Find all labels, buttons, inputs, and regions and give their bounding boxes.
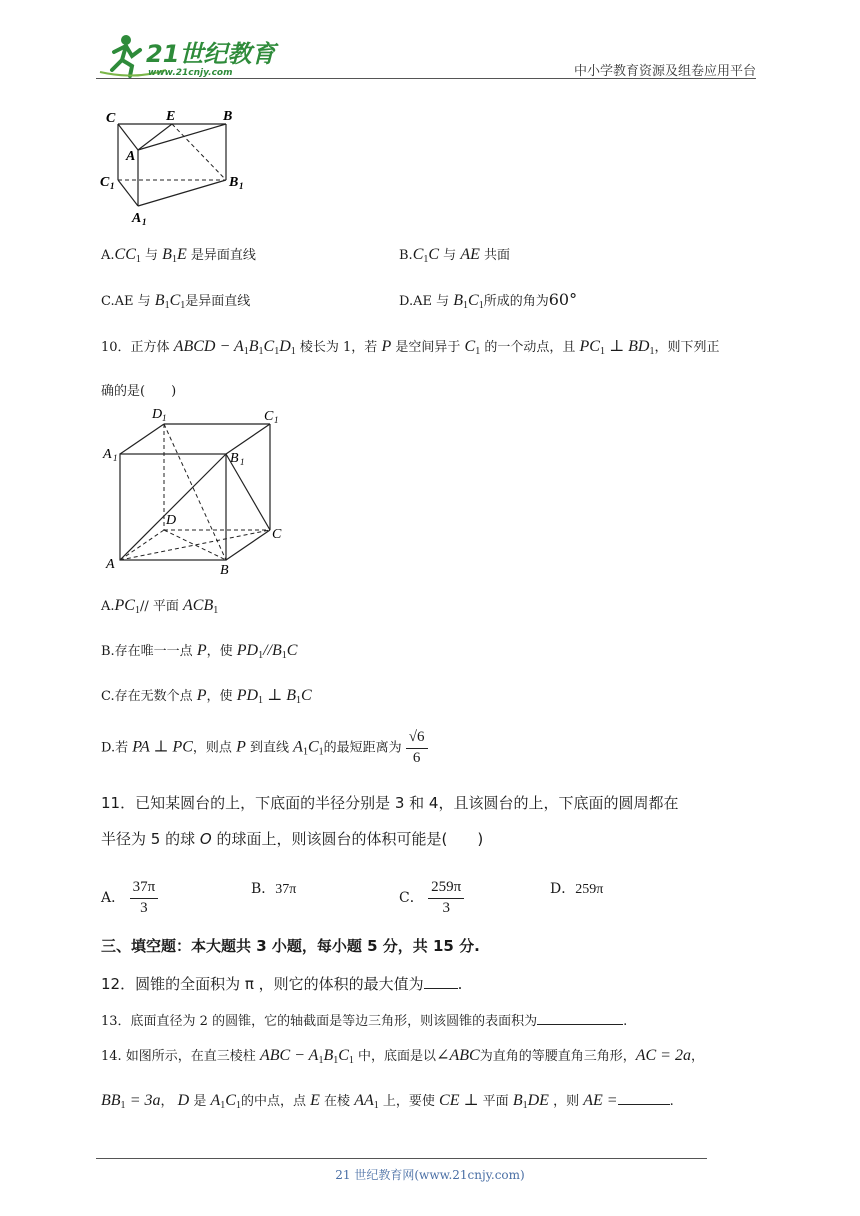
q11-line1: 11．已知某圆台的上，下底面的半径分别是 3 和 4，且该圆台的上，下底面的圆周都在 <box>101 794 679 812</box>
q14-line2: $BB_1 = 3a$， D 是 $A_1C_1$的中点，点 E 在棱 $AA_1$ 上，要使 CE ⊥ 平面 $B_1DE$ ，则 AE = . <box>101 1092 674 1111</box>
label-C: C <box>106 111 116 126</box>
label-A: A <box>126 149 136 164</box>
label-C1-sub: 1 <box>274 415 279 425</box>
label-C1-sub: 1 <box>110 181 115 191</box>
cube-figure <box>100 404 290 576</box>
q10-option-d: D.若 PA ⊥ PC，则点 P 到直线 $A_1C_1$的最短距离为 $\frac{√6}{6}$ <box>101 728 428 768</box>
q11-option-d: D．259π <box>550 881 604 897</box>
site-logo <box>96 30 296 80</box>
header-platform-text: 中小学教育资源及组卷应用平台 <box>573 64 756 79</box>
logo-text: 21世纪教育 <box>146 40 276 68</box>
label-B1: B <box>229 175 239 190</box>
prism-figure <box>98 104 258 228</box>
q9-option-c: C.AE 与 $B_1C_1$是异面直线 <box>101 292 251 311</box>
q13: 13．底面直径为 2 的圆锥，它的轴截面是等边三角形，则该圆锥的表面积为 . <box>101 1010 627 1029</box>
footer-divider <box>96 1158 707 1159</box>
q13-answer-blank[interactable] <box>537 1010 623 1025</box>
q12: 12．圆锥的全面积为 π ，则它的体积的最大值为 . <box>101 975 463 993</box>
q14-answer-blank[interactable] <box>618 1090 670 1105</box>
q9-option-d: D.AE 与 $B_1C_1$所成的角为60° <box>399 290 578 311</box>
label-B: B <box>223 109 233 124</box>
label-B: B <box>220 563 229 576</box>
section-3-heading: 三、填空题：本大题共 3 小题，每小题 5 分，共 15 分. <box>101 937 480 955</box>
label-A1: A <box>103 447 112 462</box>
label-A1-sub: 1 <box>113 453 118 463</box>
label-A1-sub: 1 <box>142 217 147 227</box>
q11-option-c: C． $\frac{259\pi}{3}$ <box>399 878 464 918</box>
q11-option-a: A． $\frac{37\pi}{3}$ <box>101 878 158 918</box>
label-A: A <box>106 557 115 572</box>
label-C: C <box>272 527 282 542</box>
label-C1: C <box>264 409 274 424</box>
label-D1-sub: 1 <box>162 413 167 423</box>
q11-option-b: B．37π <box>251 881 297 897</box>
q11-line2: 半径为 5 的球 O 的球面上，则该圆台的体积可能是( ) <box>101 830 484 848</box>
q9-option-a: $A.CC_1$ 与 $B_1E$ 是异面直线 <box>101 246 256 265</box>
header-divider <box>96 78 756 79</box>
q10-option-c: C.存在无数个点 P，使 $PD_1$ ⊥ $B_1C$ <box>101 687 312 706</box>
logo-url: www.21cnjy.com <box>148 68 233 78</box>
q10-option-b: B.存在唯一一点 P，使 $PD_1//B_1C$ <box>101 642 298 661</box>
footer-text: 21 世纪教育网(www.21cnjy.com) <box>335 1168 525 1182</box>
label-A1: A <box>132 211 142 226</box>
runner-logo-icon <box>96 30 296 80</box>
q14-line1: 14. 如图所示，在直三棱柱 ABC − $A_1B_1C_1$ 中，底面是以∠ABC为直角的等腰直角三角形，AC = 2a， <box>101 1047 704 1066</box>
fraction-sqrt6-over-6: $\frac{√6}{6}$ <box>406 728 428 768</box>
label-D: D <box>166 513 177 528</box>
label-C1: C <box>100 175 110 190</box>
label-B1-sub: 1 <box>239 181 244 191</box>
label-D1: D <box>152 407 163 422</box>
q10-stem-line2: 确的是( ) <box>101 384 177 399</box>
label-E: E <box>166 109 176 124</box>
label-B1-sub: 1 <box>240 457 245 467</box>
q9-option-b: $B.C_1C$ 与 AE 共面 <box>399 246 511 265</box>
q10-stem: 10．正方体 ABCD − $A_1B_1C_1D_1$ 棱长为 1，若 P 是空间异于 $C_1$ 的一个动点，且 $PC_1$ ⊥ $BD_1$，则下列正 <box>101 338 720 357</box>
q12-answer-blank[interactable] <box>424 974 458 989</box>
q10-option-a: $A.PC_1//$ 平面 $ACB_1$ <box>101 597 219 616</box>
label-B1: B <box>230 451 239 466</box>
